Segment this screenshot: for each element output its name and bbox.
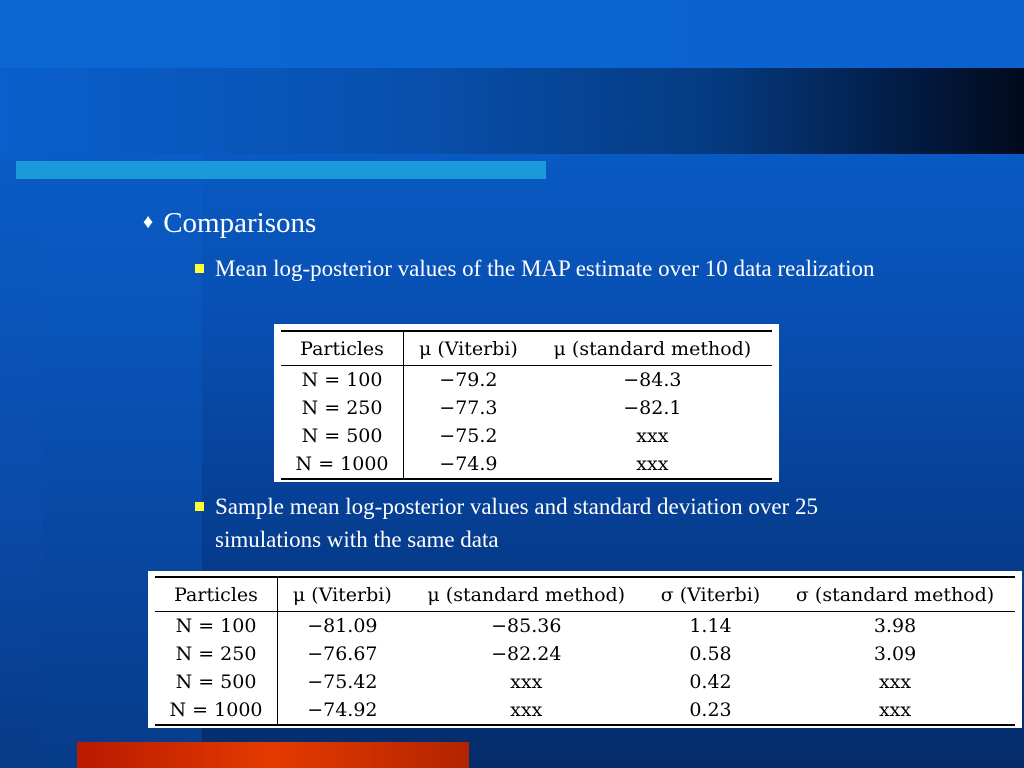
table-header-cell: μ (standard method) xyxy=(553,337,752,360)
table-row xyxy=(155,612,1015,641)
table-cell: −85.36 xyxy=(491,615,562,637)
bottom-accent-bar xyxy=(77,742,469,768)
table-cell: xxx xyxy=(510,699,543,721)
table-cell: N = 250 xyxy=(155,640,278,668)
table-header-row xyxy=(281,331,772,366)
table-cell: 0.58 xyxy=(689,643,732,665)
table-cell: xxx xyxy=(878,671,912,693)
bullet-sample-mean-text: Sample mean log-posterior values and standard deviation over 25 simulations with the same data xyxy=(215,494,818,552)
table-cell: xxx xyxy=(636,425,669,447)
table-header-cell: Particles xyxy=(155,577,278,612)
table-cell: N = 100 xyxy=(281,366,404,395)
table-cell: −75.2 xyxy=(439,425,498,447)
table-cell: N = 100 xyxy=(155,612,278,641)
simulation-stats-table xyxy=(148,571,1022,728)
left-decorative-column xyxy=(0,154,42,768)
table-cell: N = 500 xyxy=(281,422,404,450)
table-cell: 0.42 xyxy=(689,671,732,693)
diamond-bullet-icon: ♦ xyxy=(143,211,154,233)
table-cell: 1.14 xyxy=(689,615,732,637)
square-bullet-icon xyxy=(195,502,204,511)
table-cell: −84.3 xyxy=(623,369,682,391)
map-estimate-table xyxy=(274,324,779,482)
table-cell: 3.98 xyxy=(873,615,917,637)
table-cell: 0.23 xyxy=(689,699,732,721)
bullet-comparisons xyxy=(143,206,316,240)
table-cell: −82.1 xyxy=(623,397,682,419)
table-row xyxy=(281,422,772,450)
bullet-map-estimate-text: Mean log-posterior values of the MAP estimate over 10 data realization xyxy=(215,256,875,281)
table-cell: N = 500 xyxy=(155,668,278,696)
table-row xyxy=(155,696,1015,725)
table-cell: −76.67 xyxy=(307,643,378,665)
table-cell: 3.09 xyxy=(873,643,917,665)
table-header-cell: μ (Viterbi) xyxy=(292,583,392,606)
table-row xyxy=(281,394,772,422)
table-cell: N = 250 xyxy=(281,394,404,422)
table-cell: −74.9 xyxy=(439,453,498,475)
square-bullet-icon xyxy=(195,264,204,273)
table-header-cell: σ (Viterbi) xyxy=(660,583,761,606)
table-cell: N = 1000 xyxy=(155,696,278,725)
header-gradient-band xyxy=(0,68,1024,154)
table-cell: −74.92 xyxy=(307,699,378,721)
table-row xyxy=(281,450,772,479)
table-cell: xxx xyxy=(510,671,543,693)
table-cell: −79.2 xyxy=(439,369,498,391)
table-header-cell: μ (Viterbi) xyxy=(418,337,518,360)
bullet-sample-mean xyxy=(195,490,935,556)
bullet-map-estimate xyxy=(195,252,935,285)
table-cell: xxx xyxy=(636,453,669,475)
table-cell: −81.09 xyxy=(307,615,378,637)
table-cell: xxx xyxy=(878,699,912,721)
table-header-cell: μ (standard method) xyxy=(427,583,626,606)
table-cell: −77.3 xyxy=(439,397,498,419)
table-row xyxy=(281,366,772,395)
table-header-row xyxy=(155,577,1015,612)
table-header-cell: Particles xyxy=(281,331,404,366)
table-row xyxy=(155,668,1015,696)
table-header-cell: σ (standard method) xyxy=(795,583,995,606)
top-background-band xyxy=(0,0,1024,68)
bullet-comparisons-text: Comparisons xyxy=(163,207,317,239)
table-cell: −82.24 xyxy=(491,643,562,665)
table-cell: N = 1000 xyxy=(281,450,404,479)
table-cell: −75.42 xyxy=(307,671,378,693)
table-row xyxy=(155,640,1015,668)
title-accent-bar xyxy=(16,161,546,179)
